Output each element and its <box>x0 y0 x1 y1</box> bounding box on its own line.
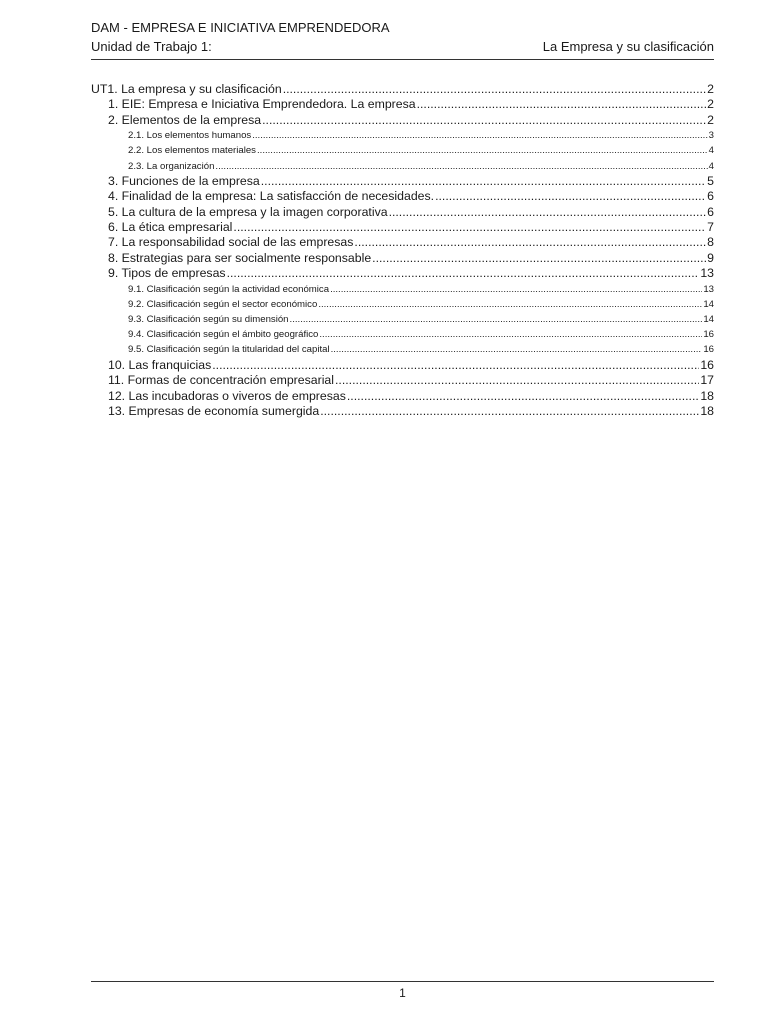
toc-entry-title[interactable]: 9. Tipos de empresas <box>108 266 226 281</box>
toc-entry[interactable] <box>91 404 714 419</box>
toc-entry-page[interactable]: 14 <box>703 298 714 310</box>
toc-entry-title[interactable]: 11. Formas de concentración empresarial <box>108 373 335 388</box>
toc-entry-page[interactable]: 2 <box>707 82 714 96</box>
toc-entry-title[interactable]: 6. La ética empresarial <box>108 220 233 235</box>
toc-entry[interactable] <box>91 358 714 373</box>
toc-entry[interactable] <box>91 159 714 174</box>
toc-entry-title[interactable]: 9.3. Clasificación según su dimensión <box>128 314 289 326</box>
toc-entry-title[interactable]: 13. Empresas de economía sumergida <box>108 403 320 418</box>
toc-entry-page[interactable]: 9 <box>707 250 714 265</box>
toc-dot-leader <box>389 205 707 220</box>
toc-entry-title[interactable]: 1. EIE: Empresa e Iniciativa Emprendedora. La empresa <box>108 97 416 112</box>
toc-entry[interactable] <box>91 282 714 297</box>
toc-entry-page[interactable]: 18 <box>700 403 714 418</box>
toc-entry-page[interactable]: 4 <box>708 160 714 172</box>
page-header <box>91 19 714 60</box>
toc-entry[interactable] <box>91 297 714 312</box>
toc-dot-leader <box>372 251 706 266</box>
toc-entry-title[interactable]: 2.3. La organización <box>128 160 215 172</box>
toc-entry-page[interactable]: 3 <box>708 130 714 142</box>
unit-topic: La Empresa y su clasificación <box>542 39 714 54</box>
toc-dot-leader <box>233 220 706 235</box>
toc-entry-title[interactable]: 3. Funciones de la empresa <box>108 173 260 188</box>
toc-dot-leader <box>290 312 703 327</box>
toc-dot-leader <box>227 266 700 281</box>
toc-dot-leader <box>331 342 703 357</box>
toc-entry-page[interactable]: 6 <box>707 189 714 204</box>
toc-entry[interactable] <box>91 82 714 97</box>
toc-entry[interactable] <box>91 128 714 143</box>
toc-entry[interactable] <box>91 235 714 250</box>
toc-entry-page[interactable]: 2 <box>707 97 714 112</box>
toc-entry[interactable] <box>91 113 714 128</box>
toc-dot-leader <box>212 358 699 373</box>
toc-entry-title[interactable]: 9.5. Clasificación según la titularidad del capital <box>128 344 330 356</box>
toc-entry-page[interactable]: 7 <box>707 220 714 235</box>
toc-dot-leader <box>354 235 706 250</box>
toc-entry[interactable] <box>91 143 714 158</box>
toc-entry[interactable] <box>91 220 714 235</box>
toc-dot-leader <box>347 389 699 404</box>
toc-entry[interactable] <box>91 342 714 357</box>
toc-entry[interactable] <box>91 189 714 204</box>
toc-dot-leader <box>330 282 702 297</box>
unit-label: Unidad de Trabajo 1: <box>91 39 212 54</box>
toc-entry[interactable] <box>91 373 714 388</box>
toc-dot-leader <box>261 174 706 189</box>
toc-dot-leader <box>435 189 706 204</box>
toc-dot-leader <box>283 82 706 97</box>
course-title: DAM - EMPRESA E INICIATIVA EMPRENDEDORA <box>91 20 390 35</box>
toc-entry-page[interactable]: 4 <box>708 145 714 157</box>
toc-entry-page[interactable]: 18 <box>700 388 714 403</box>
toc-dot-leader <box>320 404 699 419</box>
toc-entry-page[interactable]: 5 <box>707 173 714 188</box>
toc-entry-page[interactable]: 17 <box>700 373 714 388</box>
toc-entry-title[interactable]: 9.4. Clasificación según el ámbito geográfico <box>128 329 319 341</box>
toc-entry[interactable] <box>91 251 714 266</box>
toc-entry-title[interactable]: 10. Las franquicias <box>108 357 212 372</box>
toc-entry-page[interactable]: 2 <box>707 112 714 127</box>
toc-dot-leader <box>318 297 702 312</box>
toc-entry[interactable] <box>91 327 714 342</box>
toc-entry[interactable] <box>91 389 714 404</box>
toc-entry[interactable] <box>91 312 714 327</box>
toc-entry[interactable] <box>91 174 714 189</box>
toc-entry-page[interactable]: 13 <box>700 266 714 281</box>
toc-entry-page[interactable]: 16 <box>700 357 714 372</box>
toc-entry-title[interactable]: 2.2. Los elementos materiales <box>128 145 256 157</box>
toc-entry-title[interactable]: 7. La responsabilidad social de las empresas <box>108 235 354 250</box>
toc-entry[interactable] <box>91 97 714 112</box>
toc-entry-title[interactable]: 2.1. Los elementos humanos <box>128 130 252 142</box>
toc-dot-leader <box>319 327 702 342</box>
toc-dot-leader <box>215 159 707 174</box>
toc-entry-page[interactable]: 16 <box>703 344 714 356</box>
toc-entry-title[interactable]: UT1. La empresa y su clasificación <box>91 82 282 96</box>
toc-dot-leader <box>417 97 707 112</box>
toc-entry-title[interactable]: 8. Estrategias para ser socialmente responsable <box>108 250 372 265</box>
toc-dot-leader <box>252 128 707 143</box>
toc-entry-page[interactable]: 8 <box>707 235 714 250</box>
toc-entry-page[interactable]: 16 <box>703 329 714 341</box>
toc-entry-page[interactable]: 6 <box>707 204 714 219</box>
toc-entry-title[interactable]: 12. Las incubadoras o viveros de empresas <box>108 388 346 403</box>
page-footer <box>91 981 714 1001</box>
page-number: 1 <box>399 986 406 1000</box>
toc-entry-title[interactable]: 4. Finalidad de la empresa: La satisfacción de necesidades. <box>108 189 435 204</box>
toc-entry-title[interactable]: 9.1. Clasificación según la actividad económica <box>128 283 330 295</box>
table-of-contents <box>91 82 714 419</box>
toc-entry-page[interactable]: 14 <box>703 314 714 326</box>
toc-dot-leader <box>257 143 708 158</box>
toc-entry-title[interactable]: 2. Elementos de la empresa <box>108 112 262 127</box>
toc-entry[interactable] <box>91 266 714 281</box>
toc-entry[interactable] <box>91 205 714 220</box>
toc-dot-leader <box>262 113 706 128</box>
toc-entry-page[interactable]: 13 <box>703 283 714 295</box>
toc-entry-title[interactable]: 5. La cultura de la empresa y la imagen corporativa <box>108 204 388 219</box>
toc-dot-leader <box>335 373 699 388</box>
toc-entry-title[interactable]: 9.2. Clasificación según el sector económico <box>128 298 318 310</box>
